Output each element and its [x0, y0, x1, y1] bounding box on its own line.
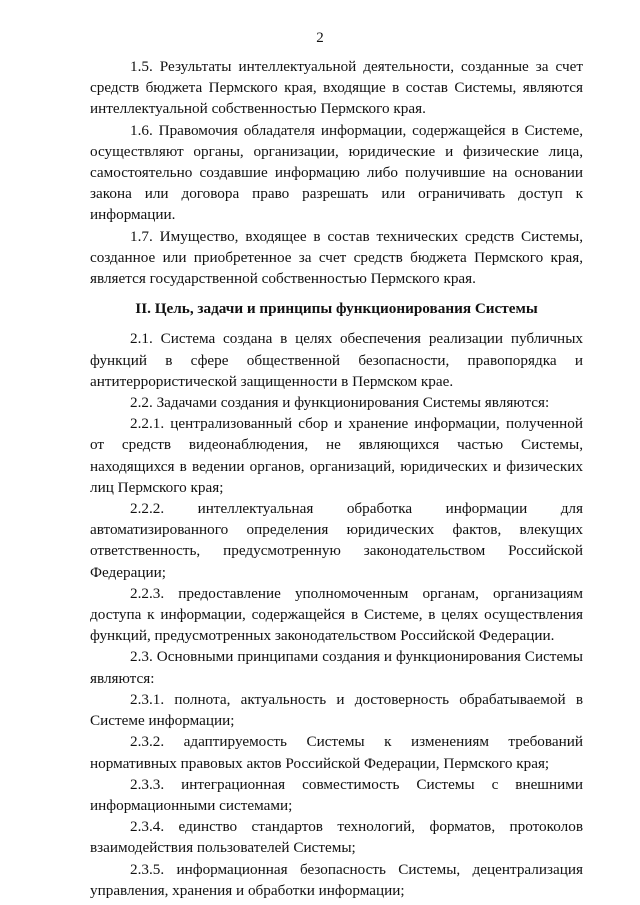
paragraph-2-2-2: 2.2.2. интеллектуальная обработка информации для автоматизированного определения юридических фактов, влекущих ответственность, предусмотренную законодательством Российской Федерации;: [90, 500, 583, 581]
page-number: 2: [316, 30, 324, 46]
paragraph-1-5: 1.5. Результаты интеллектуальной деятельности, созданные за счет средств бюджета Пермского края, входящие в состав Системы, являются интеллектуальной собственностью Пермского края.: [90, 58, 583, 118]
paragraph-1-7: 1.7. Имущество, входящее в состав технических средств Системы, созданное или приобретенное за счет средств бюджета Пермского края, является государственной собственностью Пермского края.: [90, 227, 583, 288]
paragraph-2-3-1: 2.3.1. полнота, актуальность и достоверность обрабатываемой в Системе информации;: [90, 690, 583, 730]
paragraph-2-2-1: 2.2.1. централизованный сбор и хранение информации, полученной от средств видеонаблюдения, не являющихся частью Системы, находящихся в ведении органов, организаций, юридических и физических лиц Пермского края;: [90, 415, 583, 496]
paragraph-2-3-4: 2.3.4. единство стандартов технологий, форматов, протоколов взаимодействия пользователей Системы;: [90, 818, 583, 857]
paragraph-2-2: 2.2. Задачами создания и функционирования Системы являются:: [130, 394, 550, 412]
paragraph-2-1: 2.1. Система создана в целях обеспечения реализации публичных функций в сфере общественной безопасности, правопорядка и антитеррористической защищенности в Пермском крае.: [90, 330, 583, 390]
document-body: [90, 56, 583, 901]
paragraph-2-3-5: 2.3.5. информационная безопасность Системы, децентрализация управления, хранения и обработки информации;: [90, 860, 583, 899]
section-heading: II. Цель, задачи и принципы функционирования Системы: [135, 300, 538, 318]
paragraph-2-3-2: 2.3.2. адаптируемость Системы к изменениям требований нормативных правовых актов Российской Федерации, Пермского края;: [90, 733, 583, 772]
paragraph-2-3-3: 2.3.3. интеграционная совместимость Системы с внешними информационными системами;: [90, 775, 583, 814]
paragraph-1-6: 1.6. Правомочия обладателя информации, содержащейся в Системе, осуществляют органы, организации, юридические и физические лица, самостоятельно создавшие информацию либо получившие на основании закона или договора право разрешать или ограничивать доступ к информации.: [90, 121, 583, 224]
paragraph-2-3: 2.3. Основными принципами создания и функционирования Системы являются:: [90, 648, 583, 687]
paragraph-2-2-3: 2.2.3. предоставление уполномоченным органам, организациям доступа к информации, содержащейся в Системе, в целях осуществления функций, предусмотренных законодательством Российской Федерации.: [90, 584, 583, 645]
